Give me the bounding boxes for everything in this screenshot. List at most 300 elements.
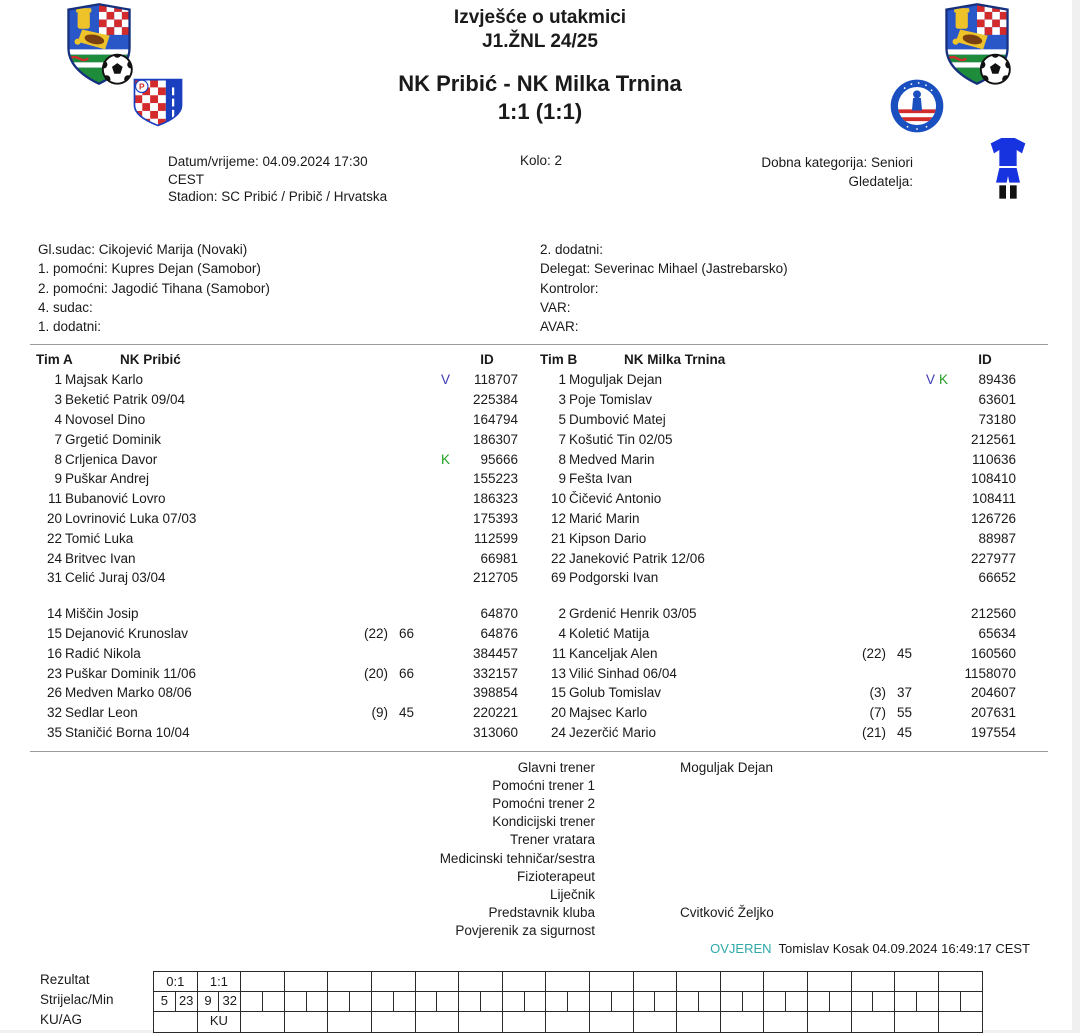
player-name: Majsak Karlo bbox=[65, 372, 144, 388]
player-number: 1 bbox=[54, 372, 62, 388]
staff-row bbox=[30, 904, 1050, 922]
role-marks bbox=[420, 452, 456, 467]
staff-person-name: Moguljak Dejan bbox=[680, 759, 774, 775]
match-round: Kolo: 2 bbox=[520, 153, 563, 168]
player-row bbox=[36, 568, 518, 588]
scorer-number bbox=[459, 992, 480, 1011]
assistant-referee-2: 2. pomoćni: Jagodić Tihana (Samobor) bbox=[38, 280, 270, 296]
ku-ag-cell bbox=[634, 1012, 677, 1031]
player-row bbox=[540, 548, 1016, 568]
ku-ag-cell bbox=[895, 1012, 938, 1031]
player-id: 212705 bbox=[472, 570, 518, 586]
result-cell bbox=[677, 972, 720, 992]
staff-row bbox=[30, 831, 1050, 849]
player-row bbox=[540, 723, 1016, 743]
player-number: 15 bbox=[46, 625, 62, 641]
player-row bbox=[540, 568, 1016, 588]
player-row bbox=[36, 723, 518, 743]
scorer-minute-cell bbox=[546, 992, 589, 1012]
ku-ag-cell bbox=[590, 1012, 633, 1031]
goal-minute: 23 bbox=[175, 992, 197, 1011]
sub-for-number: (20) bbox=[363, 665, 388, 681]
window-edge-strip bbox=[1072, 0, 1080, 1033]
scorer-minute-cell bbox=[328, 992, 371, 1012]
scorer-number: 9 bbox=[204, 993, 212, 1008]
player-name: Koletić Matija bbox=[569, 625, 650, 641]
player-name: Bubanović Lovro bbox=[65, 491, 166, 507]
role-marks bbox=[420, 372, 456, 387]
goal-minute bbox=[306, 992, 328, 1011]
staff-row bbox=[30, 849, 1050, 867]
match-score: 1:1 (1:1) bbox=[497, 99, 583, 124]
separator-line bbox=[30, 751, 1048, 752]
player-id: 95666 bbox=[480, 451, 518, 467]
staff-row bbox=[30, 813, 1050, 831]
additional-official-1: 1. dodatni: bbox=[38, 319, 102, 335]
staff-row bbox=[30, 922, 1050, 940]
player-number: 1 bbox=[558, 372, 566, 388]
staff-row bbox=[30, 885, 1050, 903]
player-name: Miščin Josip bbox=[65, 606, 139, 622]
player-row bbox=[36, 509, 518, 529]
ku-ag-row-label: KU/AG bbox=[40, 1012, 83, 1027]
player-number: 2 bbox=[558, 606, 566, 622]
player-number: 9 bbox=[558, 471, 566, 487]
staff-row bbox=[30, 794, 1050, 812]
player-number: 16 bbox=[46, 645, 62, 661]
goal-grid-column bbox=[721, 972, 765, 1032]
player-name: Radić Nikola bbox=[65, 645, 141, 661]
ku-ag-cell bbox=[721, 1012, 764, 1031]
player-number: 21 bbox=[550, 530, 566, 546]
scorer-number bbox=[634, 992, 655, 1011]
scorer-minute-cell bbox=[939, 992, 983, 1012]
staff-role-label: Fizioterapeut bbox=[516, 868, 595, 884]
nk-pribic-crest-icon bbox=[130, 76, 186, 133]
certified-by-text: Tomislav Kosak 04.09.2024 16:49:17 CEST bbox=[778, 941, 1030, 956]
id-column-header: ID bbox=[978, 352, 992, 367]
match-stadium: Stadion: SC Pribić / Pribič / Hrvatska bbox=[168, 189, 388, 204]
certified-badge: OVJEREN bbox=[710, 941, 772, 956]
sub-minute: 45 bbox=[896, 645, 912, 661]
player-number: 11 bbox=[47, 491, 62, 507]
scorer-number bbox=[764, 992, 785, 1011]
player-id: 63601 bbox=[978, 392, 1016, 408]
player-number: 10 bbox=[550, 491, 566, 507]
player-name: Kipson Dario bbox=[569, 530, 647, 546]
team-b-table bbox=[540, 349, 1016, 742]
ku-ag-cell bbox=[328, 1012, 371, 1031]
ku-ag-cell bbox=[241, 1012, 284, 1031]
scorer-minute-cell bbox=[198, 992, 241, 1012]
player-row bbox=[540, 683, 1016, 703]
player-row bbox=[540, 703, 1016, 723]
match-info-right bbox=[761, 153, 913, 191]
goal-minute bbox=[436, 992, 458, 1011]
goal-minute bbox=[960, 992, 982, 1011]
scorer-minute-cell bbox=[634, 992, 677, 1012]
staff-role-label: Trener vratara bbox=[509, 832, 595, 848]
scorer-number bbox=[372, 992, 393, 1011]
player-name: Vilić Sinhad 06/04 bbox=[569, 665, 677, 681]
separator-line bbox=[30, 344, 1048, 345]
sub-minute: 66 bbox=[398, 665, 414, 681]
player-row bbox=[540, 390, 1016, 410]
staff-role-label: Pomoćni trener 1 bbox=[492, 777, 595, 793]
player-number: 15 bbox=[550, 685, 566, 701]
result-cell bbox=[241, 972, 284, 992]
goal-grid-column bbox=[328, 972, 372, 1032]
player-name: Košutić Tin 02/05 bbox=[569, 431, 673, 447]
scorer-min-row-label: Strijelac/Min bbox=[40, 992, 114, 1007]
scorer-minute-cell bbox=[285, 992, 328, 1012]
player-number: 3 bbox=[558, 392, 566, 408]
player-name: Kanceljak Alen bbox=[569, 645, 658, 661]
goal-minute bbox=[349, 992, 371, 1011]
player-number: 20 bbox=[46, 510, 62, 526]
goal-grid bbox=[153, 971, 983, 1033]
scorer-minute-cell bbox=[721, 992, 764, 1012]
player-row bbox=[540, 469, 1016, 489]
player-id: 64870 bbox=[480, 606, 518, 622]
ku-ag-cell bbox=[764, 1012, 807, 1031]
goal-grid-column bbox=[241, 972, 285, 1032]
player-row bbox=[36, 410, 518, 430]
id-column-header: ID bbox=[480, 352, 494, 367]
staff-role-label: Pomoćni trener 2 bbox=[492, 795, 595, 811]
goal-grid-column bbox=[503, 972, 547, 1032]
player-name: Golub Tomislav bbox=[569, 685, 662, 701]
attendance: Gledatelja: bbox=[848, 174, 913, 189]
scorer-minute-cell bbox=[372, 992, 415, 1012]
match-info-left bbox=[168, 153, 387, 206]
player-name: Puškar Andrej bbox=[65, 471, 150, 487]
scorer-minute-cell bbox=[503, 992, 546, 1012]
goal-grid-row-labels bbox=[40, 970, 114, 1030]
player-number: 22 bbox=[550, 550, 566, 566]
match-datetime: Datum/vrijeme: 04.09.2024 17:30 bbox=[168, 154, 368, 169]
goal-minute bbox=[654, 992, 676, 1011]
sub-minute: 37 bbox=[896, 685, 912, 701]
result-row-label: Rezultat bbox=[40, 972, 90, 987]
player-number: 26 bbox=[46, 685, 62, 701]
goal-minute bbox=[524, 992, 546, 1011]
player-name: Grdenić Henrik 03/05 bbox=[569, 606, 697, 622]
goal-minute bbox=[872, 992, 894, 1011]
scorer-minute-cell bbox=[764, 992, 807, 1012]
player-number: 8 bbox=[54, 451, 62, 467]
sub-for-number: (22) bbox=[363, 625, 388, 641]
scorer-number bbox=[721, 992, 742, 1011]
goal-minute bbox=[262, 992, 284, 1011]
ku-ag-cell bbox=[285, 1012, 328, 1031]
player-number: 12 bbox=[550, 510, 566, 526]
goal-grid-column bbox=[198, 972, 242, 1032]
ku-ag-cell bbox=[154, 1012, 197, 1031]
result-cell: 1:1 bbox=[198, 972, 241, 992]
player-row bbox=[540, 663, 1016, 683]
goal-minute bbox=[567, 992, 589, 1011]
player-name: Medven Marko 08/06 bbox=[65, 685, 192, 701]
player-row bbox=[540, 509, 1016, 529]
player-name: Celić Juraj 03/04 bbox=[65, 570, 166, 586]
scorer-minute-cell bbox=[808, 992, 851, 1012]
scorer-number bbox=[808, 992, 829, 1011]
player-id: 66981 bbox=[480, 550, 518, 566]
player-row bbox=[36, 663, 518, 683]
team-a-table bbox=[36, 349, 518, 742]
report-title: Izvješće o utakmici bbox=[453, 7, 627, 28]
player-number: 7 bbox=[54, 431, 62, 447]
staff-row bbox=[30, 867, 1050, 885]
player-id: 164794 bbox=[472, 411, 518, 427]
result-cell: 0:1 bbox=[154, 972, 197, 992]
player-row bbox=[540, 643, 1016, 663]
goal-grid-column bbox=[852, 972, 896, 1032]
team-name: NK Milka Trnina bbox=[624, 352, 726, 367]
team-label: Tim A bbox=[36, 352, 73, 367]
fourth-official: 4. sudac: bbox=[38, 299, 93, 315]
player-name: Grgetić Dominik bbox=[65, 431, 162, 447]
player-id: 110636 bbox=[971, 451, 1016, 467]
player-row bbox=[540, 624, 1016, 644]
result-cell bbox=[416, 972, 459, 992]
certification-line bbox=[710, 941, 1030, 956]
goal-grid-column bbox=[416, 972, 460, 1032]
competition-title: J1.ŽNL 24/25 bbox=[482, 31, 598, 52]
player-id: 118707 bbox=[473, 372, 518, 388]
player-number: 11 bbox=[551, 645, 566, 661]
player-row bbox=[540, 528, 1016, 548]
player-number: 13 bbox=[550, 665, 566, 681]
player-id: 220221 bbox=[472, 705, 518, 721]
player-number: 24 bbox=[46, 550, 62, 566]
scorer-minute-cell bbox=[895, 992, 938, 1012]
ku-ag-cell bbox=[852, 1012, 895, 1031]
starters-list bbox=[540, 370, 1016, 588]
player-number: 14 bbox=[46, 606, 62, 622]
substitutes-list bbox=[540, 604, 1016, 743]
result-cell bbox=[372, 972, 415, 992]
player-name: Novosel Dino bbox=[65, 411, 146, 427]
player-id: 65634 bbox=[978, 625, 1016, 641]
player-row bbox=[36, 449, 518, 469]
player-row bbox=[540, 604, 1016, 624]
result-cell bbox=[285, 972, 328, 992]
scorer-number: 5 bbox=[160, 993, 169, 1008]
team-label: Tim B bbox=[540, 352, 578, 367]
scorer-number bbox=[328, 992, 349, 1011]
goal-minute bbox=[742, 992, 764, 1011]
player-number: 4 bbox=[558, 625, 566, 641]
player-id: 108410 bbox=[970, 471, 1016, 487]
player-name: Beketić Patrik 09/04 bbox=[65, 392, 186, 408]
scorer-minute-cell bbox=[677, 992, 720, 1012]
scorer-minute-cell bbox=[590, 992, 633, 1012]
ku-ag-cell bbox=[459, 1012, 502, 1031]
scorer-number bbox=[852, 992, 873, 1011]
ku-ag-cell bbox=[939, 1012, 983, 1031]
ku-ag-cell bbox=[416, 1012, 459, 1031]
player-name: Majsec Karlo bbox=[569, 705, 648, 721]
player-id: 227977 bbox=[970, 550, 1016, 566]
scorer-number bbox=[939, 992, 960, 1011]
player-row bbox=[540, 429, 1016, 449]
shorts-shape bbox=[996, 168, 1020, 183]
player-name: Crljenica Davor bbox=[65, 451, 158, 467]
goal-grid-column bbox=[459, 972, 503, 1032]
player-id: 108411 bbox=[971, 491, 1016, 507]
player-number: 8 bbox=[558, 451, 566, 467]
player-row bbox=[36, 703, 518, 723]
match-timezone: CEST bbox=[168, 171, 205, 187]
goal-minute bbox=[611, 992, 633, 1011]
player-id: 384457 bbox=[472, 645, 518, 661]
sub-for-number: (22) bbox=[861, 645, 886, 661]
ku-ag-cell: KU bbox=[209, 1013, 228, 1028]
player-id: 225384 bbox=[472, 392, 518, 408]
scorer-number bbox=[677, 992, 698, 1011]
player-name: Podgorski Ivan bbox=[569, 570, 659, 586]
player-number: 69 bbox=[550, 570, 566, 586]
player-id: 112599 bbox=[473, 530, 518, 546]
goal-grid-column bbox=[590, 972, 634, 1032]
goal-grid-column bbox=[895, 972, 939, 1032]
player-number: 5 bbox=[558, 411, 566, 427]
scorer-number bbox=[546, 992, 567, 1011]
ku-ag-cell bbox=[808, 1012, 851, 1031]
player-name: Moguljak Dejan bbox=[569, 372, 663, 388]
scorer-minute-cell bbox=[459, 992, 502, 1012]
player-number: 35 bbox=[46, 724, 62, 740]
substitutes-list bbox=[36, 604, 518, 743]
player-id: 212561 bbox=[970, 431, 1016, 447]
scorer-number bbox=[590, 992, 611, 1011]
goal-grid-column bbox=[634, 972, 678, 1032]
player-id: 186307 bbox=[472, 431, 518, 447]
player-row bbox=[36, 548, 518, 568]
player-id: 88987 bbox=[978, 530, 1016, 546]
player-number: 23 bbox=[46, 665, 62, 681]
sub-minute: 45 bbox=[896, 724, 912, 740]
scorer-minute-cell bbox=[852, 992, 895, 1012]
player-row bbox=[540, 449, 1016, 469]
pribic-crest-letter: P bbox=[138, 81, 145, 92]
staff-row bbox=[30, 758, 1050, 776]
player-row bbox=[36, 429, 518, 449]
goalkeeper-mark: V bbox=[925, 372, 935, 388]
sub-for-number: (7) bbox=[869, 705, 886, 721]
assistant-referee-1: 1. pomoćni: Kupres Dejan (Samobor) bbox=[38, 261, 261, 277]
goal-minute bbox=[698, 992, 720, 1011]
ku-ag-cell bbox=[503, 1012, 546, 1031]
jersey-shape bbox=[991, 138, 1026, 166]
player-name: Jezerčić Mario bbox=[569, 724, 657, 740]
player-name: Sedlar Leon bbox=[65, 705, 138, 721]
player-name: Čičević Antonio bbox=[569, 491, 662, 507]
nk-milka-trnina-badge-icon bbox=[888, 78, 946, 139]
player-name: Medved Marin bbox=[569, 451, 655, 467]
result-cell bbox=[503, 972, 546, 992]
staff-role-label: Povjerenik za sigurnost bbox=[455, 923, 595, 939]
staff-row bbox=[30, 776, 1050, 794]
player-row bbox=[36, 390, 518, 410]
player-name: Lovrinović Luka 07/03 bbox=[65, 510, 197, 526]
goal-grid-column bbox=[808, 972, 852, 1032]
sub-for-number: (21) bbox=[861, 724, 886, 740]
county-fa-crest-right-icon bbox=[938, 2, 1016, 91]
goal-grid-column bbox=[154, 972, 198, 1032]
player-number: 24 bbox=[550, 724, 566, 740]
player-number: 3 bbox=[54, 392, 62, 408]
result-cell bbox=[721, 972, 764, 992]
goal-grid-column bbox=[372, 972, 416, 1032]
team-b-header bbox=[540, 349, 1016, 370]
player-id: 89436 bbox=[978, 372, 1016, 388]
staff-role-label: Liječnik bbox=[549, 886, 595, 902]
sub-minute: 45 bbox=[398, 705, 414, 721]
player-id: 313060 bbox=[472, 724, 518, 740]
player-id: 73180 bbox=[978, 411, 1016, 427]
match-title: NK Pribić - NK Milka Trnina bbox=[398, 71, 682, 96]
player-row bbox=[36, 469, 518, 489]
goal-minute bbox=[829, 992, 851, 1011]
player-number: 22 bbox=[46, 530, 62, 546]
player-id: 186323 bbox=[472, 491, 518, 507]
player-row bbox=[36, 370, 518, 390]
goal-grid-column bbox=[764, 972, 808, 1032]
starters-list bbox=[36, 370, 518, 588]
player-number: 31 bbox=[46, 570, 62, 586]
scorer-number bbox=[503, 992, 524, 1011]
player-id: 207631 bbox=[970, 705, 1016, 721]
player-id: 160560 bbox=[970, 645, 1016, 661]
player-row bbox=[36, 489, 518, 509]
player-id: 204607 bbox=[970, 685, 1016, 701]
player-number: 4 bbox=[54, 411, 62, 427]
officials-right-column bbox=[540, 240, 788, 336]
player-name: Dumbović Matej bbox=[569, 411, 666, 427]
goal-grid-column bbox=[546, 972, 590, 1032]
goal-minute bbox=[393, 992, 415, 1011]
result-cell bbox=[590, 972, 633, 992]
scorer-number bbox=[416, 992, 437, 1011]
sub-minute: 66 bbox=[398, 625, 414, 641]
player-number: 7 bbox=[558, 431, 566, 447]
player-id: 332157 bbox=[472, 665, 518, 681]
player-name: Dejanović Krunoslav bbox=[65, 625, 189, 641]
goalkeeper-mark: V bbox=[440, 372, 450, 388]
goal-minute bbox=[480, 992, 502, 1011]
home-kit-icon bbox=[988, 136, 1028, 205]
controller: Kontrolor: bbox=[540, 280, 599, 296]
scorer-number bbox=[241, 992, 262, 1011]
staff-section bbox=[30, 758, 1050, 940]
scorer-number bbox=[895, 992, 916, 1011]
player-name: Poje Tomislav bbox=[569, 392, 653, 408]
sub-for-number: (9) bbox=[371, 705, 388, 721]
result-cell bbox=[546, 972, 589, 992]
staff-role-label: Glavni trener bbox=[517, 759, 595, 775]
player-number: 32 bbox=[46, 705, 62, 721]
role-marks bbox=[918, 372, 954, 387]
ku-ag-cell bbox=[677, 1012, 720, 1031]
player-name: Janeković Patrik 12/06 bbox=[569, 550, 705, 566]
captain-mark: K bbox=[440, 451, 450, 467]
player-number: 20 bbox=[550, 705, 566, 721]
result-cell bbox=[459, 972, 502, 992]
player-row bbox=[36, 604, 518, 624]
